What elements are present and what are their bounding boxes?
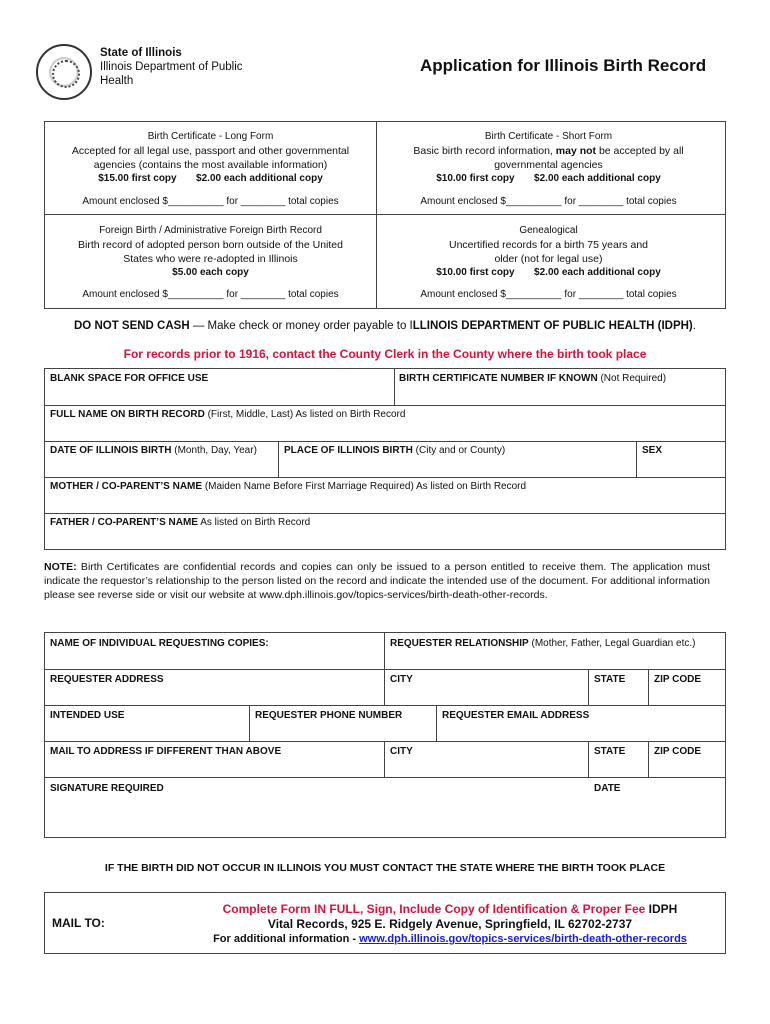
fee-gen-heading: Genealogical: [519, 225, 578, 236]
fee-gen-line2: older (not for legal use): [494, 253, 603, 265]
requester-email-field[interactable]: [442, 710, 589, 721]
mother-name-label: MOTHER / CO-PARENT’S NAME: [50, 481, 203, 492]
record-table: [44, 368, 726, 550]
requester-state-label: STATE: [594, 674, 626, 685]
full-name-field[interactable]: [50, 409, 405, 420]
confidentiality-note: [44, 560, 710, 602]
mail-city-field[interactable]: [390, 746, 413, 757]
father-name-field[interactable]: [50, 517, 310, 528]
sex-field[interactable]: [642, 445, 662, 456]
mail-city-label: CITY: [390, 746, 413, 757]
requester-phone-label: REQUESTER PHONE NUMBER: [255, 710, 403, 721]
requester-divider: [648, 669, 649, 705]
fee-foreign-line1: Birth record of adopted person born outside of the United: [77, 239, 343, 251]
fee-long-heading: Birth Certificate - Long Form: [147, 131, 274, 142]
requester-name-field[interactable]: [50, 638, 269, 649]
mail-to-box: [44, 892, 726, 954]
requester-divider: [588, 741, 589, 777]
record-divider: [45, 513, 725, 514]
fee-divider-horizontal: [45, 214, 725, 215]
requester-address-label: REQUESTER ADDRESS: [50, 674, 164, 685]
agency-block: [100, 46, 243, 88]
mail-zip-label: ZIP CODE: [654, 746, 702, 757]
requester-city-field[interactable]: [390, 674, 413, 685]
mail-instructions-red: Complete Form IN FULL, Sign, Include Copy of Identification & Proper Fee: [222, 902, 646, 916]
fee-long-line1: Accepted for all legal use, passport and other governmental: [71, 145, 350, 157]
cert-number-hint: (Not Required): [597, 373, 667, 384]
page-title: Application for Illinois Birth Record: [420, 56, 707, 75]
date-label: DATE: [594, 783, 621, 794]
requester-divider: [45, 777, 725, 778]
agency-state: State of Illinois: [100, 47, 182, 59]
requester-city-label: CITY: [390, 674, 413, 685]
mail-address: Vital Records, 925 E. Ridgely Avenue, Springfield, IL 62702-2737: [267, 917, 633, 931]
mail-address-field[interactable]: [50, 746, 281, 757]
fee-short-heading: Birth Certificate - Short Form: [484, 131, 613, 142]
fee-long-additional: $2.00 each additional copy: [196, 173, 323, 184]
fee-long-first: $15.00 first copy: [98, 173, 177, 184]
requester-email-label: REQUESTER EMAIL ADDRESS: [442, 710, 590, 721]
requester-state-field[interactable]: [594, 674, 625, 685]
record-divider: [45, 441, 725, 442]
fee-short-line1b: may not: [555, 145, 597, 157]
fee-table: [44, 121, 726, 309]
cash-notice-end: .: [692, 320, 696, 332]
website-link[interactable]: www.dph.illinois.gov/topics-services/birth-death-other-records: [359, 933, 687, 945]
requester-zip-field[interactable]: [654, 674, 701, 685]
relationship-hint: (Mother, Father, Legal Guardian etc.): [528, 638, 696, 649]
fee-short-additional: $2.00 each additional copy: [534, 173, 661, 184]
relationship-label: REQUESTER RELATIONSHIP: [390, 638, 529, 649]
mail-info: [145, 933, 755, 945]
fee-genealogical: [378, 224, 719, 280]
mail-instructions: [145, 902, 755, 916]
out-of-state-notice: IF THE BIRTH DID NOT OCCUR IN ILLINOIS YOU MUST CONTACT THE STATE WHERE THE BIRTH TOOK PLACE: [104, 862, 666, 874]
record-divider: [278, 441, 279, 477]
office-use-label: BLANK SPACE FOR OFFICE USE: [50, 373, 209, 384]
mail-info-prefix: For additional information -: [213, 933, 360, 945]
date-field[interactable]: [594, 783, 620, 794]
fee-short-line1a: Basic birth record information,: [413, 145, 556, 157]
intended-use-field[interactable]: [50, 710, 124, 721]
dob-label: DATE OF ILLINOIS BIRTH: [50, 445, 172, 456]
mail-address-label: MAIL TO ADDRESS IF DIFFERENT THAN ABOVE: [50, 746, 282, 757]
requester-divider: [45, 669, 725, 670]
signature-field[interactable]: [50, 783, 164, 794]
full-name-hint: (First, Middle, Last) As listed on Birth Record: [204, 409, 406, 420]
birth-place-field[interactable]: [284, 445, 505, 456]
requester-address-field[interactable]: [50, 674, 164, 685]
requester-divider: [249, 705, 250, 741]
record-divider: [636, 441, 637, 477]
fee-foreign-birth: [40, 224, 381, 280]
record-divider: [45, 477, 725, 478]
fee-long-form: [40, 130, 381, 186]
cash-notice-payee: LLINOIS DEPARTMENT OF PUBLIC HEALTH (IDPH): [412, 320, 693, 332]
requester-divider: [45, 705, 725, 706]
requester-phone-field[interactable]: [255, 710, 402, 721]
mother-name-hint: (Maiden Name Before First Marriage Required) As listed on Birth Record: [202, 481, 527, 492]
fee-gen-additional: $2.00 each additional copy: [534, 267, 661, 278]
fee-long-line2: agencies (contains the most available information): [93, 159, 328, 171]
father-name-label: FATHER / CO-PARENT’S NAME: [50, 517, 198, 528]
requester-divider: [384, 741, 385, 777]
signature-label: SIGNATURE REQUIRED: [50, 783, 164, 794]
agency-dept-line2: Health: [100, 75, 134, 87]
full-name-label: FULL NAME ON BIRTH RECORD: [50, 409, 205, 420]
prior-1916-notice: For records prior to 1916, contact the County Clerk in the County where the birth took place: [123, 347, 647, 361]
sex-label: SEX: [642, 445, 663, 456]
agency-dept-line1: Illinois Department of Public: [100, 61, 243, 73]
fee-short-amount: Amount enclosed $__________ for ________ total copies: [420, 196, 677, 207]
dob-field[interactable]: [50, 445, 257, 456]
cash-notice-text: — Make check or money order payable to I: [189, 320, 413, 332]
record-divider: [394, 369, 395, 405]
fee-short-first: $10.00 first copy: [436, 173, 515, 184]
mail-state-field[interactable]: [594, 746, 625, 757]
fee-foreign-price: $5.00 each copy: [172, 267, 249, 278]
record-divider: [45, 405, 725, 406]
cert-number-field[interactable]: [399, 373, 666, 384]
birth-place-label: PLACE OF ILLINOIS BIRTH: [284, 445, 413, 456]
mail-state-label: STATE: [594, 746, 626, 757]
fee-foreign-heading: Foreign Birth / Administrative Foreign Birth Record: [99, 225, 322, 236]
requester-divider: [436, 705, 437, 741]
cert-number-label: BIRTH CERTIFICATE NUMBER IF KNOWN: [399, 373, 598, 384]
mail-zip-field[interactable]: [654, 746, 701, 757]
mother-name-field[interactable]: [50, 481, 526, 492]
fee-short-line1c: be accepted by all: [596, 145, 684, 157]
dob-hint: (Month, Day, Year): [171, 445, 257, 456]
fee-foreign-amount: Amount enclosed $__________ for ________ total copies: [82, 289, 339, 300]
relationship-field[interactable]: [390, 638, 695, 649]
cash-notice-bold: DO NOT SEND CASH: [74, 320, 190, 332]
requester-zip-label: ZIP CODE: [654, 674, 702, 685]
fee-gen-first: $10.00 first copy: [436, 267, 515, 278]
fee-short-line2: governmental agencies: [494, 159, 603, 171]
birth-place-hint: (City and or County): [412, 445, 506, 456]
requester-divider: [648, 741, 649, 777]
cash-notice: [0, 320, 770, 332]
fee-gen-line1: Uncertified records for a birth 75 years and: [448, 239, 648, 251]
fee-short-form: [378, 130, 719, 186]
fee-gen-amount: Amount enclosed $__________ for ________ total copies: [420, 289, 677, 300]
fee-foreign-line2: States who were re-adopted in Illinois: [123, 253, 298, 265]
fee-long-amount: Amount enclosed $__________ for ________ total copies: [82, 196, 339, 207]
mail-to-label: MAIL TO:: [52, 916, 105, 930]
mail-instructions-idph: IDPH: [645, 902, 678, 916]
requester-divider: [588, 669, 589, 705]
requester-name-label: NAME OF INDIVIDUAL REQUESTING COPIES:: [50, 638, 269, 649]
state-seal-icon: [36, 44, 92, 100]
intended-use-label: INTENDED USE: [50, 710, 125, 721]
requester-table: [44, 632, 726, 838]
requester-divider: [384, 633, 385, 669]
father-name-hint: As listed on Birth Record: [197, 517, 311, 528]
note-text: Birth Certificates are confidential records and copies can only be issued to a person entitled to receive them. The application must indicate the requestor’s relationship to the person listed on the record and indicate the intended use of the document. For additional information please see reverse side or visit our website at www.dph.illinois.gov/topics-services/birth-death-other-records.: [44, 561, 710, 601]
requester-divider: [45, 741, 725, 742]
note-label: NOTE:: [44, 561, 77, 573]
office-use-field: [50, 373, 208, 384]
requester-divider: [384, 669, 385, 705]
